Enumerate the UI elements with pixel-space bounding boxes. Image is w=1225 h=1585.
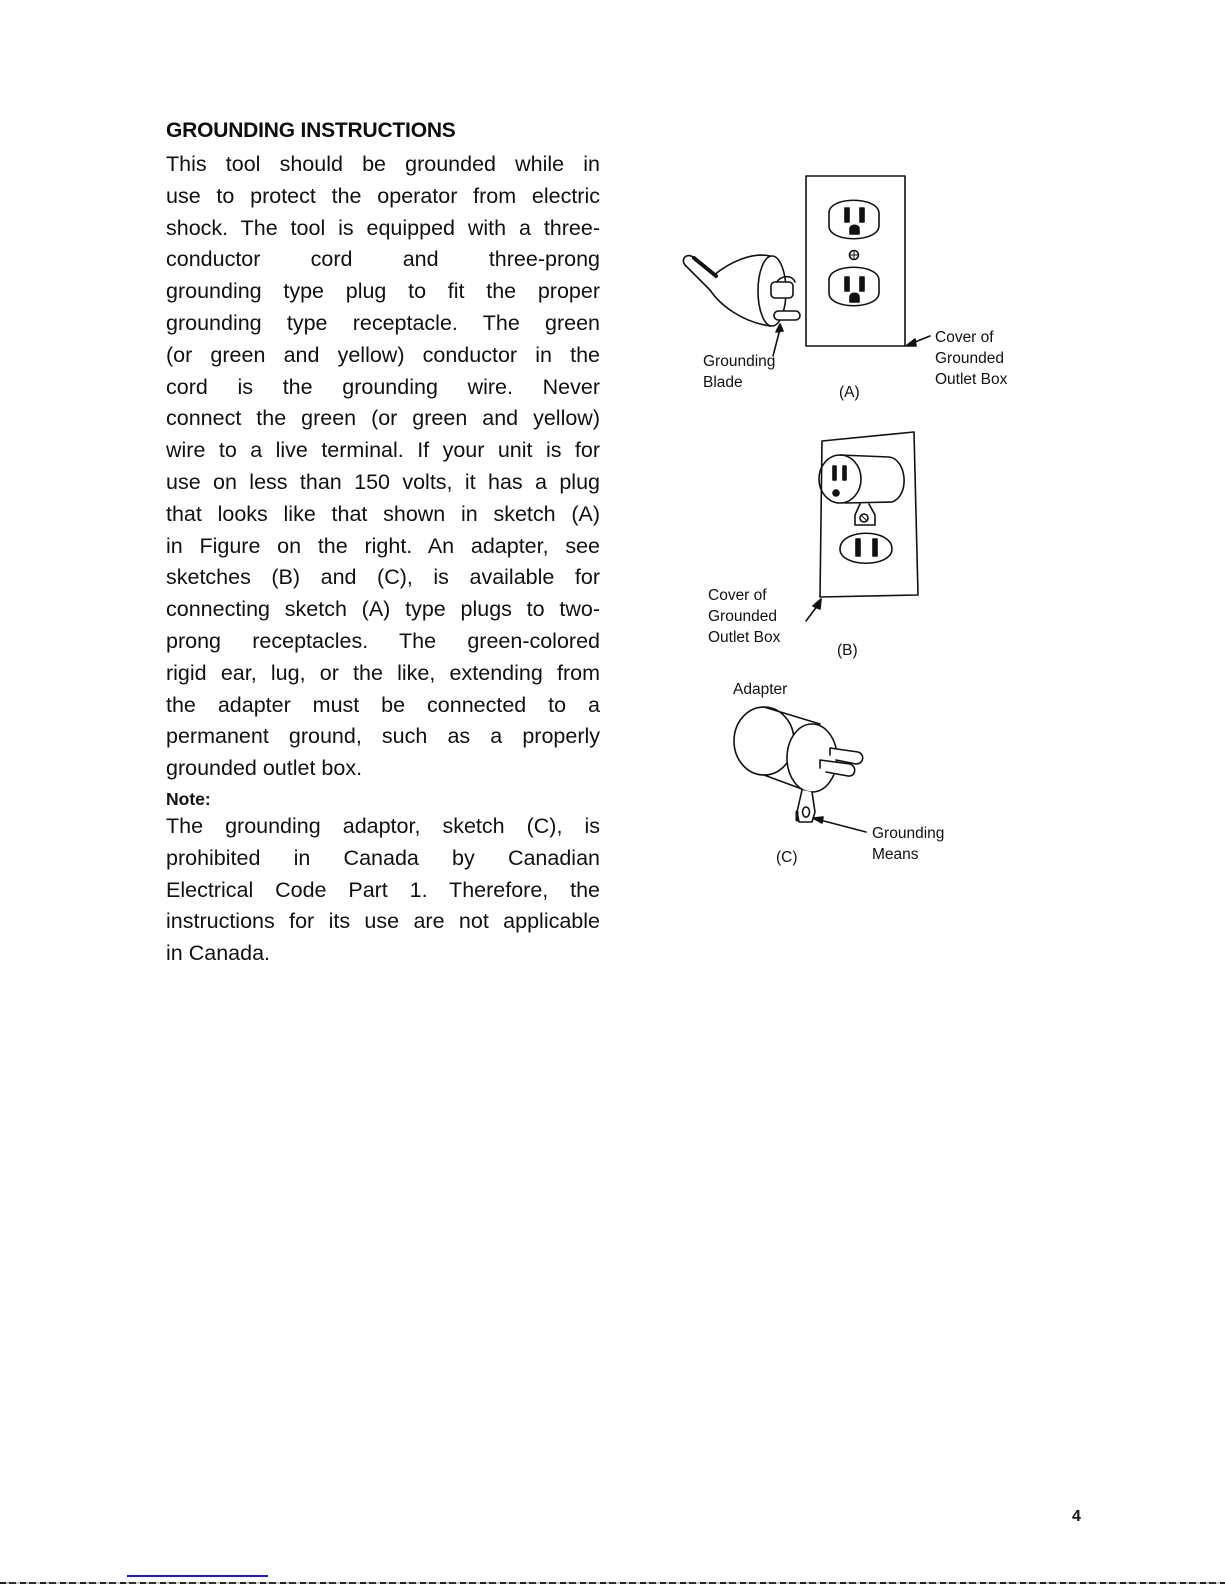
body-line: grounded outlet box. — [166, 756, 363, 781]
note-label: Note: — [166, 788, 211, 809]
label-cover-a-line3: Outlet Box — [935, 371, 1008, 388]
scan-artifact-bottom — [0, 1582, 1225, 1584]
note-line: instructions for its use are not applicable — [166, 909, 600, 934]
body-line: the adapter must be connected to a — [166, 692, 600, 717]
body-line: shock. The tool is equipped with a three- — [166, 215, 600, 240]
body-line: connect the green (or green and yellow) — [166, 406, 600, 431]
body-line: wire to a live terminal. If your unit is for — [166, 438, 600, 463]
label-cover-b-line2: Grounded — [708, 608, 777, 625]
body-line: use on less than 150 volts, it has a plug — [166, 469, 600, 494]
caption-b: (B) — [837, 642, 858, 659]
label-cover-b-line3: Outlet Box — [708, 629, 781, 646]
body-line: This tool should be grounded while in — [166, 152, 600, 176]
note-line: The grounding adaptor, sketch (C), is — [166, 813, 600, 838]
receptacle-with-adapter-icon — [806, 432, 918, 621]
body-line: permanent ground, such as a properly — [166, 724, 600, 749]
body-line: rigid ear, lug, or the like, extending from — [166, 660, 600, 685]
page-number: 4 — [1072, 1508, 1081, 1525]
body-line: prong receptacles. The green-colored — [166, 628, 600, 653]
body-line: use to protect the operator from electric — [166, 183, 600, 208]
body-line: (or green and yellow) conductor in the — [166, 342, 600, 367]
note-line: in Canada. — [166, 941, 270, 966]
scan-link-underline — [127, 1575, 268, 1577]
body-line: cord is the grounding wire. Never — [166, 374, 600, 399]
body-line: in Figure on the right. An adapter, see — [166, 533, 600, 558]
body-line: grounding type receptacle. The green — [166, 310, 600, 335]
label-grounding-means-line2: Means — [872, 846, 919, 863]
note-line: prohibited in Canada by Canadian — [166, 845, 600, 870]
three-prong-plug-icon — [683, 255, 800, 356]
body-line: connecting sketch (A) type plugs to two- — [166, 597, 600, 622]
note-line: Electrical Code Part 1. Therefore, the — [166, 877, 600, 902]
body-line: sketches (B) and (C), is available for — [166, 565, 600, 590]
body-line: conductor cord and three-prong — [166, 247, 600, 272]
grounding-adapter-icon — [734, 707, 866, 832]
section-heading: GROUNDING INSTRUCTIONS — [166, 119, 456, 142]
label-cover-a-line1: Cover of — [935, 329, 994, 346]
label-grounding-means-line1: Grounding — [872, 825, 945, 842]
scan-artifact-top — [0, 0, 300, 3]
body-line: grounding type plug to fit the proper — [166, 279, 600, 304]
duplex-receptacle-icon — [806, 176, 930, 346]
body-line: that looks like that shown in sketch (A) — [166, 501, 600, 526]
body-text — [166, 149, 600, 970]
label-grounding-blade-line1: Grounding — [703, 353, 776, 370]
label-adapter: Adapter — [733, 681, 788, 698]
caption-a: (A) — [839, 384, 860, 401]
label-grounding-blade-line2: Blade — [703, 374, 743, 391]
label-cover-b-line1: Cover of — [708, 587, 767, 604]
label-cover-a-line2: Grounded — [935, 350, 1004, 367]
caption-c: (C) — [776, 849, 798, 866]
